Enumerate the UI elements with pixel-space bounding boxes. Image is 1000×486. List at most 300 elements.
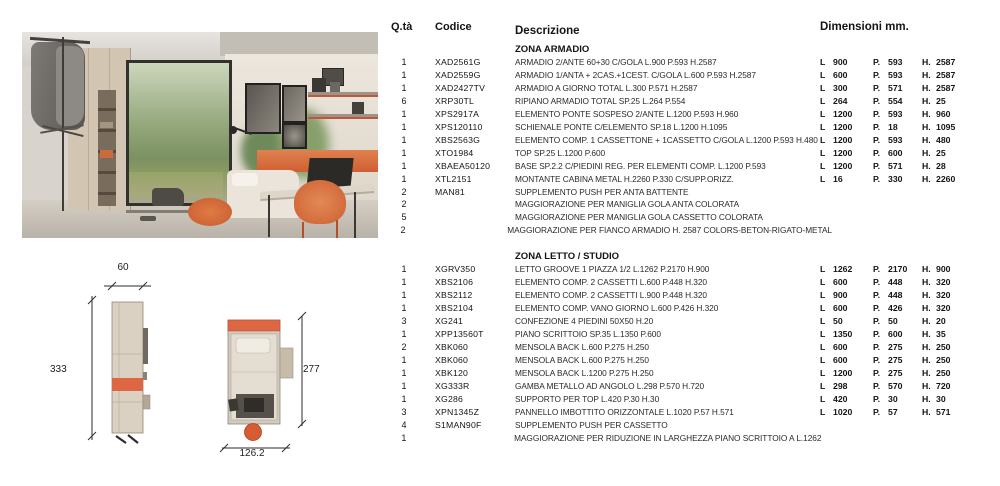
row-quantity: 1: [401, 173, 407, 184]
dim-h-value: 250: [936, 355, 951, 366]
table-row: [391, 56, 983, 69]
table-row: [391, 289, 983, 302]
table-row: [391, 82, 983, 95]
row-quantity: 1: [401, 329, 407, 340]
dim-p-label: P.: [873, 406, 881, 417]
dim-p-value: 57: [888, 406, 898, 417]
dim-h-label: H.: [922, 173, 931, 184]
dim-h-value: 25: [936, 95, 946, 106]
table-row: [391, 302, 983, 315]
duffel-bag: [152, 188, 184, 206]
dim-l-label: L: [820, 173, 826, 184]
dim-l-value: 298: [833, 380, 848, 391]
dim-l-value: 1200: [833, 160, 853, 171]
plan-drawings: [40, 250, 340, 475]
picture-frame: [282, 85, 307, 123]
table-section: [391, 250, 983, 444]
dim-h-value: 25: [936, 147, 946, 158]
row-quantity: 1: [401, 290, 407, 301]
dim-h-value: 900: [936, 264, 951, 275]
table-header: [391, 20, 983, 37]
row-dimensions: [820, 121, 983, 134]
dim-h-label: [922, 211, 936, 224]
dim-p-label: P.: [873, 121, 881, 132]
dim-p-value: [888, 419, 922, 432]
row-description: MENSOLA BACK L.600 P.275 H.250: [515, 355, 649, 366]
dim-l-value: 1200: [833, 121, 853, 132]
table-row: [391, 121, 983, 134]
dim-h-value: 28: [936, 160, 946, 171]
dim-p-label: P.: [873, 69, 881, 80]
dim-l-label: [820, 186, 833, 199]
row-description: MAGGIORAZIONE PER MANIGLIA GOLA CASSETTO COLORATA: [515, 212, 763, 223]
desk-leg: [354, 192, 356, 238]
price-list: [391, 20, 983, 445]
row-dimensions: [820, 289, 983, 302]
dim-h-value: 2587: [936, 57, 956, 67]
row-dimensions: [820, 354, 983, 367]
dim-h-value: 1095: [936, 121, 956, 132]
dim-p-value: [888, 198, 922, 211]
row-description: MAGGIORAZIONE PER RIDUZIONE IN LARGHEZZA PIANO SCRITTOIO A L.1262: [514, 432, 822, 443]
table-row: [391, 419, 983, 432]
dim-p-label: P.: [873, 303, 881, 314]
row-code: XBK060: [435, 342, 469, 353]
row-code: XGRV350: [435, 264, 476, 275]
row-description: SUPPLEMENTO PUSH PER ANTA BATTENTE: [515, 186, 689, 197]
row-description: MENSOLA BACK L.1200 P.275 H.250: [515, 367, 654, 378]
dim-h-value: 2587: [936, 69, 956, 80]
row-description: MENSOLA BACK L.600 P.275 H.250: [515, 342, 649, 353]
dim-l-label: L: [820, 57, 826, 67]
dim-p-value: 554: [888, 95, 903, 106]
row-description: ARMADIO 2/ANTE 60+30 C/GOLA L.900 P.593 H.2587: [515, 57, 717, 67]
dim-l-value: 1200: [833, 147, 853, 158]
dim-h-value: 320: [936, 303, 951, 314]
row-code: XBS2106: [435, 277, 474, 288]
dim-p-value: 600: [888, 329, 903, 340]
dim-h-label: H.: [922, 134, 931, 145]
dim-l-label: L: [820, 121, 826, 132]
row-description: BASE SP.2.2 C/PIEDINI REG. PER ELEMENTI COMP. L.1200 P.593: [515, 160, 766, 171]
dim-l-value: [833, 419, 873, 432]
row-dimensions: [820, 56, 983, 69]
chair-leg: [302, 222, 304, 238]
dim-l-label: L: [820, 393, 826, 404]
row-quantity: 2: [401, 186, 407, 197]
dim-l-value: [833, 211, 873, 224]
row-code: XPS2917A: [435, 108, 480, 119]
table-row: [391, 354, 983, 367]
dim-h-value: 250: [936, 367, 951, 378]
dim-h-label: [923, 432, 937, 445]
row-dimensions: [820, 108, 983, 121]
dim-l-value: [833, 186, 873, 199]
dim-h-label: H.: [922, 355, 931, 366]
table-section: [391, 43, 983, 237]
dim-l-label: L: [820, 95, 826, 106]
row-code: XG241: [435, 316, 464, 327]
row-quantity: 1: [401, 355, 407, 366]
dim-p-label: P.: [873, 393, 881, 404]
dim-p-label: P.: [873, 147, 881, 158]
row-dimensions: [821, 432, 983, 445]
dim-h-value: 320: [936, 277, 951, 288]
dim-h-value: 2260: [936, 173, 956, 184]
dim-h-value: 480: [936, 134, 951, 145]
dim-l-label: [820, 419, 833, 432]
row-dimensions: [820, 147, 983, 160]
row-dimensions: [820, 406, 983, 419]
row-quantity: 1: [401, 121, 407, 132]
row-description: PIANO SCRITTOIO SP.35 L.1350 P.600: [515, 329, 661, 340]
dim-l-value: 1200: [833, 108, 853, 119]
dim-l-value: 16: [833, 173, 843, 184]
header-description: Descrizione: [515, 25, 580, 37]
dim-h-value: 35: [936, 329, 946, 340]
row-code: XG286: [435, 393, 464, 404]
row-dimensions: [820, 211, 983, 224]
row-quantity: 1: [401, 277, 407, 288]
row-code: XTL2151: [435, 173, 472, 184]
dim-p-label: [873, 419, 888, 432]
row-dimensions: [820, 69, 983, 82]
dim-p-value: 448: [888, 277, 903, 288]
wardrobe-plan: [112, 302, 150, 443]
row-description: CONFEZIONE 4 PIEDINI 50X50 H.20: [515, 316, 654, 327]
row-code: [435, 198, 515, 211]
row-description: RIPIANO ARMADIO TOTAL SP.25 L.264 P.554: [515, 95, 686, 106]
row-description: ELEMENTO COMP. 2 CASSETTI L.900 P.448 H.320: [515, 290, 707, 301]
dim-l-value: 1200: [833, 134, 853, 145]
dim-p-label: P.: [873, 160, 881, 171]
row-dimensions: [820, 198, 983, 211]
dim-l-label: L: [820, 342, 826, 353]
dim-p-value: 275: [888, 342, 903, 353]
row-quantity: 1: [401, 134, 407, 145]
row-description: MONTANTE CABINA METAL H.2260 P.330 C/SUPP.ORIZZ.: [515, 173, 734, 184]
dim-h-value: [948, 224, 983, 237]
table-row: [391, 198, 983, 211]
dim-h-label: H.: [922, 121, 931, 132]
row-description: PANNELLO IMBOTTITO ORIZZONTALE L.1020 P.57 H.571: [515, 406, 734, 417]
row-dimensions: [820, 380, 983, 393]
desk-leg: [268, 195, 270, 237]
row-description: ARMADIO 1/ANTA + 2CAS.+1CEST. C/GOLA L.600 P.593 H.2587: [515, 69, 756, 80]
row-quantity: 3: [401, 316, 407, 327]
row-dimensions: [820, 393, 983, 406]
dim-p-label: P.: [873, 367, 881, 378]
dim-h-label: H.: [922, 160, 931, 171]
dim-p-value: 593: [888, 69, 903, 80]
dim-p-value: 593: [888, 108, 903, 119]
row-quantity: 1: [401, 108, 407, 119]
dim-p-value: 30: [888, 393, 898, 404]
dim-p-label: [873, 198, 888, 211]
row-dimensions: [820, 134, 983, 147]
row-quantity: 2: [400, 225, 406, 236]
dim-p-label: P.: [873, 329, 881, 340]
section-title: ZONA LETTO / STUDIO: [515, 251, 619, 263]
dim-h-label: H.: [922, 108, 931, 119]
dim-h-label: H.: [922, 316, 931, 327]
table-row: [391, 95, 983, 108]
dim-l-label: L: [820, 329, 826, 340]
row-quantity: 6: [401, 95, 407, 106]
row-quantity: 1: [401, 82, 407, 93]
dim-l-label: L: [820, 147, 826, 158]
dim-p-label: P.: [873, 316, 881, 327]
row-dimensions: [820, 367, 983, 380]
niche-orange-box: [100, 150, 113, 158]
dim-h-label: H.: [922, 367, 931, 378]
dim-p-value: 275: [888, 355, 903, 366]
dim-h-label: H.: [922, 82, 931, 93]
row-description: ELEMENTO PONTE SOSPESO 2/ANTE L.1200 P.593 H.960: [515, 108, 739, 119]
shelf-item: [330, 82, 340, 92]
dim-l-label: L: [820, 316, 826, 327]
row-code: XBK120: [435, 367, 469, 378]
dim-p-label: P.: [873, 342, 881, 353]
dim-l-value: 900: [833, 290, 848, 301]
room-photo: [22, 32, 378, 238]
dim-h-label: H.: [922, 406, 931, 417]
dim-l-value: 600: [833, 277, 848, 288]
dim-p-label: [873, 211, 888, 224]
section-rows: [391, 56, 983, 237]
row-code: [435, 432, 514, 445]
dim-h-value: 720: [936, 380, 951, 391]
row-description: LETTO GROOVE 1 PIAZZA 1/2 L.1262 P.2170 H.900: [515, 264, 710, 275]
dim-l-value: 50: [833, 316, 843, 327]
pillow: [232, 173, 258, 186]
row-description: ARMADIO A GIORNO TOTAL L.300 P.571 H.2587: [515, 82, 698, 93]
dim-h-value: 320: [936, 290, 951, 301]
row-quantity: 1: [401, 160, 407, 171]
row-dimensions: [820, 315, 983, 328]
row-quantity: 3: [401, 406, 407, 417]
dim-p-value: [888, 211, 922, 224]
table-row: [391, 224, 983, 237]
dim-l-value: 300: [833, 82, 848, 93]
dim-h-value: [936, 186, 983, 199]
dim-l-label: L: [820, 108, 826, 119]
dim-h-value: 571: [936, 406, 951, 417]
dim-h-label: H.: [922, 264, 931, 275]
row-description: SCHIENALE PONTE C/ELEMENTO SP.18 L.1200 H.1095: [515, 121, 728, 132]
row-code: XPN1345Z: [435, 406, 480, 417]
pouf: [188, 198, 232, 226]
row-code: XBAEA50120: [435, 160, 491, 171]
dim-p-label: [885, 224, 900, 237]
wardrobe-open-niche: [98, 90, 116, 206]
dim-h-label: H.: [922, 393, 931, 404]
dim-h-label: H.: [922, 147, 931, 158]
dim-l-value: 1262: [833, 264, 853, 275]
dim-h-value: 20: [936, 316, 946, 327]
table-row: [391, 276, 983, 289]
dim-p-value: 448: [888, 290, 903, 301]
dim-p-label: P.: [873, 57, 881, 67]
dim-h-value: 960: [936, 108, 951, 119]
table-row: [391, 147, 983, 160]
dim-p-value: 275: [888, 367, 903, 378]
table-row: [391, 160, 983, 173]
dim-l-label: L: [820, 303, 826, 314]
row-description: MAGGIORAZIONE PER MANIGLIA GOLA ANTA COLORATA: [515, 199, 740, 210]
row-description: ELEMENTO COMP. 2 CASSETTI L.600 P.448 H.320: [515, 277, 707, 288]
dim-l-label: [820, 211, 833, 224]
row-code: XAD2559G: [435, 69, 481, 80]
row-code: XRP30TL: [435, 95, 475, 106]
dim-h-value: [936, 419, 983, 432]
dim-l-value: [833, 198, 873, 211]
dim-l-label: [820, 198, 833, 211]
dim-p-value: [889, 432, 923, 445]
dim-l-value: [845, 224, 885, 237]
chair-leg: [336, 220, 338, 238]
row-code: [435, 211, 515, 224]
row-quantity: 2: [401, 342, 407, 353]
row-quantity: 1: [401, 57, 407, 67]
table-row: [391, 134, 983, 147]
header-code: Codice: [435, 21, 472, 33]
row-dimensions: [832, 224, 983, 237]
desk-chair: [294, 180, 346, 224]
dim-p-label: P.: [873, 380, 881, 391]
wardrobe-length-dimension: 333: [50, 364, 67, 375]
table-row: [391, 406, 983, 419]
table-row: [391, 69, 983, 82]
dim-l-value: 1200: [833, 367, 853, 378]
dim-l-label: L: [820, 380, 826, 391]
shelf-item: [352, 102, 364, 114]
bed-zone-width-dimension: 126.2: [239, 448, 265, 459]
dim-h-label: [922, 198, 936, 211]
dim-p-label: P.: [873, 277, 881, 288]
dim-l-label: L: [820, 160, 826, 171]
row-description: GAMBA METALLO AD ANGOLO L.298 P.570 H.720: [515, 380, 705, 391]
dim-l-value: 600: [833, 342, 848, 353]
row-dimensions: [820, 82, 983, 95]
row-code: XPP13560T: [435, 329, 484, 340]
dim-h-value: [936, 211, 983, 224]
dim-l-value: 900: [833, 57, 848, 67]
bed-zone-length-dimension: 277: [303, 364, 320, 375]
row-code: XPS120110: [435, 121, 483, 132]
dim-p-value: 426: [888, 303, 903, 314]
dim-h-label: [934, 224, 948, 237]
dim-p-value: 600: [888, 147, 903, 158]
table-row: [391, 315, 983, 328]
table-row: [391, 341, 983, 354]
header-quantity: Q.tà: [391, 21, 413, 33]
dim-l-value: [834, 432, 874, 445]
dim-h-label: H.: [922, 69, 931, 80]
row-code: XBS2104: [435, 303, 474, 314]
row-dimensions: [820, 419, 983, 432]
dim-p-label: P.: [873, 108, 881, 119]
row-quantity: 1: [401, 303, 407, 314]
dim-l-label: L: [820, 367, 826, 378]
dim-p-label: P.: [873, 95, 881, 106]
dim-h-label: H.: [922, 303, 931, 314]
row-code: XG333R: [435, 380, 470, 391]
row-dimensions: [820, 160, 983, 173]
dim-h-label: H.: [922, 57, 931, 67]
dim-l-value: 600: [833, 69, 848, 80]
row-dimensions: [820, 276, 983, 289]
picture-frame: [245, 83, 281, 134]
table-row: [391, 173, 983, 186]
dim-h-label: H.: [922, 380, 931, 391]
row-quantity: 1: [401, 367, 407, 378]
table-row: [391, 432, 983, 445]
dim-l-value: 600: [833, 355, 848, 366]
table-row: [391, 393, 983, 406]
table-row: [391, 108, 983, 121]
dim-h-label: H.: [922, 277, 931, 288]
row-code: XAD2427TV: [435, 82, 486, 93]
row-quantity: 1: [401, 147, 407, 158]
table-body: [391, 43, 983, 445]
row-quantity: 1: [401, 432, 407, 443]
row-quantity: 4: [401, 419, 407, 430]
section-rows: [391, 263, 983, 444]
wall-shelf: [308, 114, 378, 119]
row-dimensions: [820, 263, 983, 276]
dim-l-label: L: [820, 277, 826, 288]
dim-l-label: L: [820, 264, 826, 275]
dim-l-value: 1020: [833, 406, 853, 417]
row-code: XBS2563G: [435, 134, 481, 145]
wall-lamp-head: [229, 126, 237, 134]
row-description: SUPPLEMENTO PUSH PER CASSETTO: [515, 419, 668, 430]
table-row: [391, 380, 983, 393]
shelf-item: [312, 78, 326, 92]
dim-l-value: 264: [833, 95, 848, 106]
dim-p-value: 571: [888, 160, 903, 171]
table-row: [391, 263, 983, 276]
row-description: MAGGIORAZIONE PER FIANCO ARMADIO H. 2587 COLORS-BETON-RIGATO-METAL: [507, 225, 832, 236]
row-code: XTO1984: [435, 147, 474, 158]
row-description: SUPPORTO PER TOP L.420 P.30 H.30: [515, 393, 660, 404]
row-description: ELEMENTO COMP. 1 CASSETTONE + 1CASSETTO C/GOLA L.1200 P.593 H.480: [515, 134, 818, 145]
dim-h-label: H.: [922, 290, 931, 301]
ceiling-soffit: [220, 32, 378, 56]
dim-l-value: 600: [833, 303, 848, 314]
row-description: ELEMENTO COMP. VANO GIORNO L.600 P.426 H.320: [515, 303, 719, 314]
dim-h-label: H.: [922, 329, 931, 340]
dim-h-value: [937, 432, 983, 445]
dim-p-label: [874, 432, 889, 445]
table-row: [391, 367, 983, 380]
row-code: [433, 224, 507, 237]
row-dimensions: [820, 186, 983, 199]
dim-p-value: 50: [888, 316, 898, 327]
row-quantity: 5: [401, 212, 407, 223]
dim-p-value: 2170: [888, 264, 908, 275]
dim-p-value: 571: [888, 82, 903, 93]
row-dimensions: [820, 95, 983, 108]
dim-h-label: H.: [922, 95, 931, 106]
dim-p-value: 18: [888, 121, 898, 132]
row-code: S1MAN90F: [435, 419, 482, 430]
section-title: ZONA ARMADIO: [515, 44, 590, 55]
dim-p-label: P.: [873, 82, 881, 93]
dim-p-value: 330: [888, 173, 903, 184]
row-dimensions: [820, 302, 983, 315]
